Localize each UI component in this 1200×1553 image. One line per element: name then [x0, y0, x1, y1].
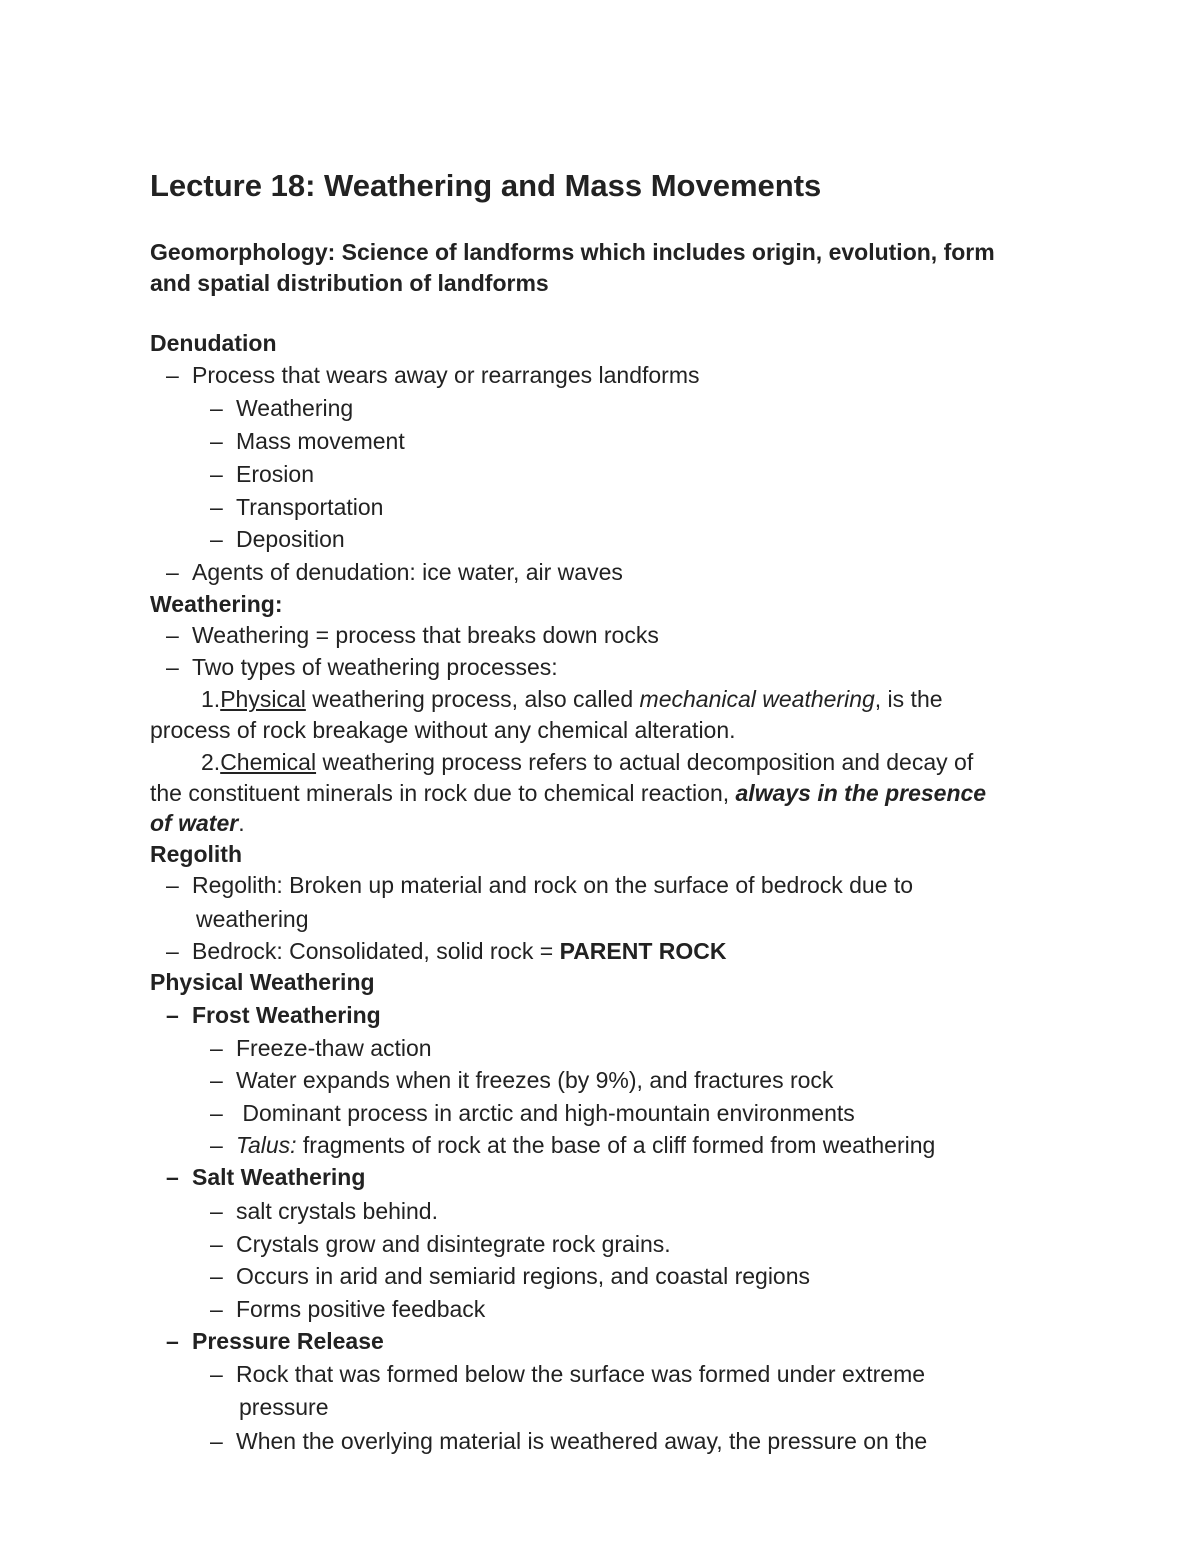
list-item-text: Weathering = process that breaks down rocks — [192, 622, 659, 648]
sub-list-item — [210, 1358, 925, 1390]
paragraph-text: the constituent minerals in rock due to chemical reaction, — [150, 780, 736, 806]
list-item — [166, 651, 558, 683]
list-item-text: fragments of rock at the base of a cliff formed from weathering — [296, 1132, 936, 1158]
list-item-text: Forms positive feedback — [236, 1296, 486, 1322]
list-item-text: When the overlying material is weathered away, the pressure on the — [236, 1428, 928, 1454]
dash-bullet: – — [210, 1067, 223, 1093]
list-item-text: Regolith: Broken up material and rock on the surface of bedrock due to — [192, 872, 914, 898]
dash-bullet: – — [210, 1231, 223, 1257]
sub-list-item — [210, 1195, 438, 1227]
section-heading-denudation: Denudation — [150, 330, 277, 356]
dash-bullet: – — [166, 559, 179, 585]
list-item-continuation: pressure — [239, 1394, 329, 1420]
subheading-pressure-release: Pressure Release — [192, 1328, 384, 1354]
list-item-text: Transportation — [236, 494, 384, 520]
paragraph-line — [150, 777, 986, 809]
list-item-text: Freeze-thaw action — [236, 1035, 432, 1061]
list-item-text: Rock that was formed below the surface was formed under extreme — [236, 1361, 926, 1387]
dash-bullet: – — [210, 1361, 223, 1387]
intro-line: and spatial distribution of landforms — [150, 270, 549, 296]
list-item-text: Process that wears away or rearranges landforms — [192, 362, 700, 388]
sub-list-item — [210, 1425, 927, 1457]
list-item — [166, 1325, 384, 1357]
underlined-term: Physical — [220, 686, 306, 712]
list-item — [166, 999, 381, 1031]
sub-list-item — [210, 1064, 833, 1096]
sub-list-item — [210, 523, 345, 555]
list-item-text: Occurs in arid and semiarid regions, and coastal regions — [236, 1263, 811, 1289]
list-item-text: Dominant process in arctic and high-mountain environments — [236, 1100, 855, 1126]
list-item — [166, 869, 913, 901]
underlined-term: Chemical — [220, 749, 317, 775]
sub-list-item — [210, 458, 314, 490]
bold-italic-emphasis: of water — [150, 810, 239, 836]
list-item-text: Mass movement — [236, 428, 405, 454]
sub-list-item — [210, 1293, 485, 1325]
section-heading-regolith: Regolith — [150, 841, 242, 867]
intro-line: Geomorphology: Science of landforms which includes origin, evolution, form — [150, 239, 995, 265]
list-item — [166, 1161, 365, 1193]
list-item-continuation: weathering — [196, 906, 309, 932]
dash-bullet: – — [166, 1002, 179, 1028]
subheading-frost-weathering: Frost Weathering — [192, 1002, 381, 1028]
dash-bullet: – — [210, 1100, 223, 1126]
paragraph-line: process of rock breakage without any chemical alteration. — [150, 717, 736, 743]
dash-bullet: – — [166, 938, 179, 964]
list-item-text: Weathering — [236, 395, 354, 421]
dash-bullet: – — [166, 622, 179, 648]
sub-list-item — [210, 1097, 855, 1129]
dash-bullet: – — [210, 1296, 223, 1322]
list-item-text: Two types of weathering processes: — [192, 654, 558, 680]
dash-bullet: – — [210, 1263, 223, 1289]
list-item — [166, 619, 659, 651]
dash-bullet: – — [210, 1198, 223, 1224]
paragraph-number: 2. — [201, 749, 221, 775]
bold-italic-emphasis: always in the presence — [735, 780, 987, 806]
sub-list-item — [210, 1032, 432, 1064]
dash-bullet: – — [166, 1164, 179, 1190]
dash-bullet: – — [210, 1132, 223, 1158]
numbered-paragraph-physical — [201, 683, 943, 715]
dash-bullet: – — [210, 526, 223, 552]
dash-bullet: – — [166, 654, 179, 680]
list-item — [166, 556, 623, 588]
sub-list-item — [210, 1228, 671, 1260]
paragraph-text: . — [238, 810, 245, 836]
dash-bullet: – — [210, 428, 223, 454]
sub-list-item — [210, 491, 383, 523]
paragraph-text: weathering process, also called — [305, 686, 640, 712]
subheading-salt-weathering: Salt Weathering — [192, 1164, 366, 1190]
sub-list-item — [210, 425, 405, 457]
dash-bullet: – — [210, 395, 223, 421]
dash-bullet: – — [166, 872, 179, 898]
list-item-text: Bedrock: Consolidated, solid rock = — [192, 938, 560, 964]
list-item-text: Water expands when it freezes (by 9%), and fractures rock — [236, 1067, 834, 1093]
list-item-text: Erosion — [236, 461, 314, 487]
dash-bullet: – — [210, 1428, 223, 1454]
sub-list-item — [210, 1129, 935, 1161]
paragraph-number: 1. — [201, 686, 221, 712]
dash-bullet: – — [210, 1035, 223, 1061]
bold-emphasis: PARENT ROCK — [559, 938, 727, 964]
italic-term: Talus: — [236, 1132, 297, 1158]
sub-list-item — [210, 392, 353, 424]
numbered-paragraph-chemical — [201, 746, 973, 778]
paragraph-text: weathering process refers to actual decomposition and decay of — [316, 749, 974, 775]
section-heading-physical-weathering: Physical Weathering — [150, 969, 375, 995]
list-item-text: Crystals grow and disintegrate rock grains. — [236, 1231, 671, 1257]
list-item — [166, 935, 727, 967]
list-item-text: salt crystals behind. — [236, 1198, 438, 1224]
section-heading-weathering: Weathering: — [150, 591, 283, 617]
page-title: Lecture 18: Weathering and Mass Movements — [150, 168, 822, 203]
list-item — [166, 359, 700, 391]
list-item-text: Agents of denudation: ice water, air waves — [192, 559, 623, 585]
dash-bullet: – — [210, 494, 223, 520]
paragraph-text: , is the — [874, 686, 943, 712]
dash-bullet: – — [166, 362, 179, 388]
paragraph-line — [150, 807, 245, 839]
italic-term: mechanical weathering — [639, 686, 875, 712]
dash-bullet: – — [210, 461, 223, 487]
sub-list-item — [210, 1260, 810, 1292]
dash-bullet: – — [166, 1328, 179, 1354]
list-item-text: Deposition — [236, 526, 345, 552]
